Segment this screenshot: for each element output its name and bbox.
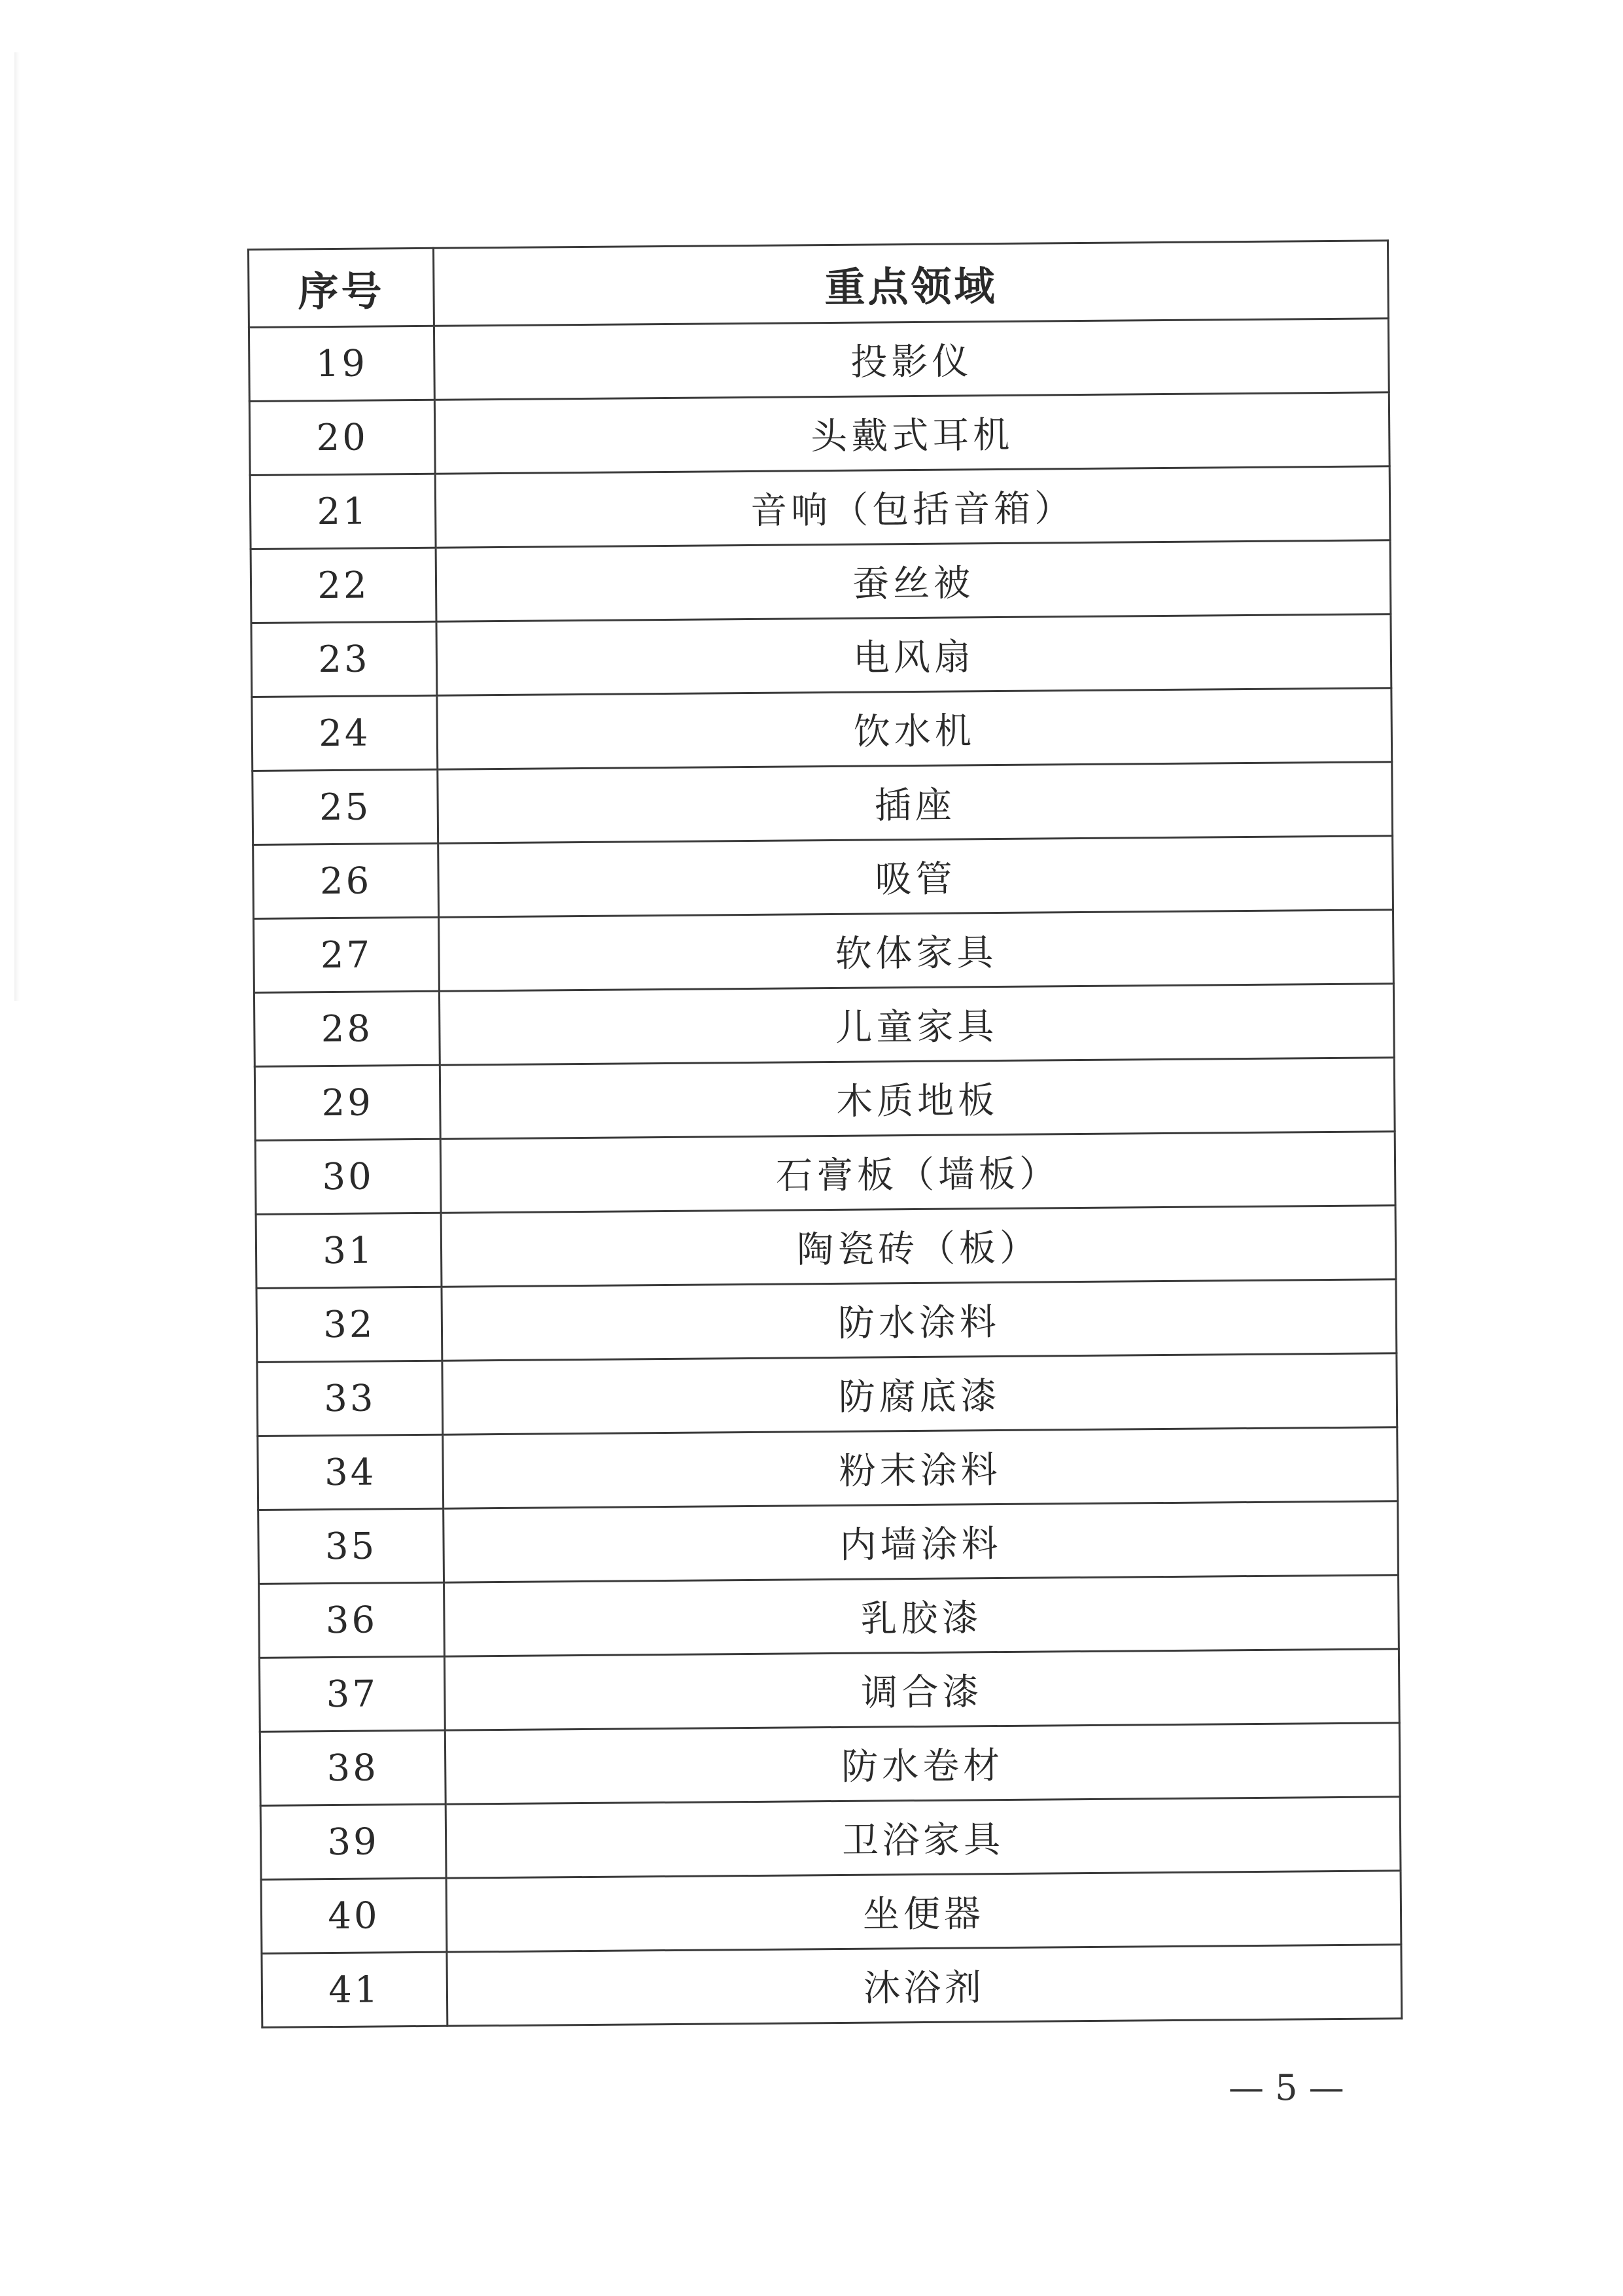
row-key-area: 投影仪	[434, 319, 1389, 400]
row-serial-number: 30	[255, 1139, 441, 1214]
row-serial-number: 26	[253, 843, 439, 918]
row-key-area: 蚕丝被	[436, 540, 1391, 621]
row-serial-number: 40	[261, 1878, 447, 1953]
table-row	[256, 1279, 1397, 1363]
row-key-area: 吸管	[438, 836, 1393, 917]
table-row	[258, 1427, 1398, 1510]
row-key-area: 音响（包括音箱）	[435, 466, 1390, 548]
row-key-area: 电风扇	[436, 614, 1391, 695]
row-serial-number: 25	[253, 769, 438, 844]
table-row	[257, 1353, 1397, 1436]
row-key-area: 防水卷材	[445, 1723, 1400, 1804]
table-header-row	[249, 241, 1389, 328]
row-serial-number: 41	[262, 1952, 447, 2027]
row-key-area: 卫浴家具	[445, 1797, 1401, 1878]
table-row	[255, 1132, 1395, 1215]
row-serial-number: 28	[254, 991, 440, 1066]
table-row	[252, 688, 1392, 771]
table-row	[251, 540, 1391, 623]
row-key-area: 粉末涂料	[443, 1427, 1398, 1508]
table-row	[259, 1649, 1399, 1732]
table-row	[254, 910, 1394, 993]
table-row	[250, 466, 1390, 549]
row-key-area: 防腐底漆	[442, 1353, 1397, 1435]
row-key-area: 儿童家具	[439, 984, 1394, 1065]
row-key-area: 乳胶漆	[444, 1575, 1399, 1656]
row-serial-number: 19	[249, 326, 434, 401]
row-serial-number: 31	[256, 1213, 442, 1288]
table-body	[249, 319, 1401, 2028]
row-serial-number: 23	[251, 621, 437, 697]
row-serial-number: 35	[258, 1508, 444, 1584]
row-key-area: 饮水机	[437, 688, 1392, 769]
table-row	[259, 1575, 1399, 1658]
table-row	[249, 319, 1389, 402]
table-row	[260, 1797, 1401, 1880]
row-key-area: 木质地板	[440, 1058, 1395, 1139]
row-serial-number: 27	[254, 917, 440, 992]
table-row	[261, 1871, 1401, 1954]
page-number: — 5 —	[1229, 2067, 1344, 2108]
table-row	[254, 1058, 1395, 1141]
table-row	[253, 762, 1393, 845]
row-serial-number: 24	[252, 695, 438, 771]
row-serial-number: 39	[260, 1804, 446, 1879]
header-serial-number: 序号	[249, 248, 434, 327]
row-key-area: 石膏板（墙板）	[440, 1132, 1395, 1213]
row-serial-number: 33	[257, 1361, 443, 1436]
table-row	[256, 1206, 1396, 1289]
key-areas-table-container	[247, 239, 1401, 2028]
row-key-area: 沐浴剂	[447, 1945, 1402, 2026]
row-serial-number: 34	[258, 1435, 444, 1510]
row-key-area: 坐便器	[446, 1871, 1401, 1952]
row-serial-number: 20	[249, 400, 435, 475]
row-key-area: 内墙涂料	[444, 1501, 1399, 1582]
row-serial-number: 29	[254, 1065, 440, 1140]
row-serial-number: 36	[259, 1582, 445, 1658]
key-areas-table	[247, 239, 1403, 2028]
row-key-area: 防水涂料	[442, 1279, 1397, 1361]
row-key-area: 调合漆	[444, 1649, 1399, 1730]
row-serial-number: 37	[259, 1656, 445, 1731]
row-serial-number: 32	[256, 1287, 442, 1362]
row-serial-number: 22	[251, 548, 436, 623]
scan-edge-shadow	[14, 52, 20, 1001]
table-row	[253, 836, 1393, 919]
table-row	[262, 1945, 1402, 2028]
row-key-area: 插座	[438, 762, 1393, 843]
row-serial-number: 38	[260, 1730, 445, 1805]
table-row	[254, 984, 1394, 1067]
row-serial-number: 21	[250, 474, 436, 549]
table-row	[251, 614, 1391, 697]
row-key-area: 软体家具	[439, 910, 1394, 991]
table-row	[260, 1723, 1400, 1806]
table-row	[258, 1501, 1399, 1584]
row-key-area: 陶瓷砖（板）	[441, 1206, 1396, 1287]
table-row	[249, 392, 1389, 476]
row-key-area: 头戴式耳机	[434, 392, 1389, 474]
header-key-area: 重点领域	[434, 241, 1389, 326]
